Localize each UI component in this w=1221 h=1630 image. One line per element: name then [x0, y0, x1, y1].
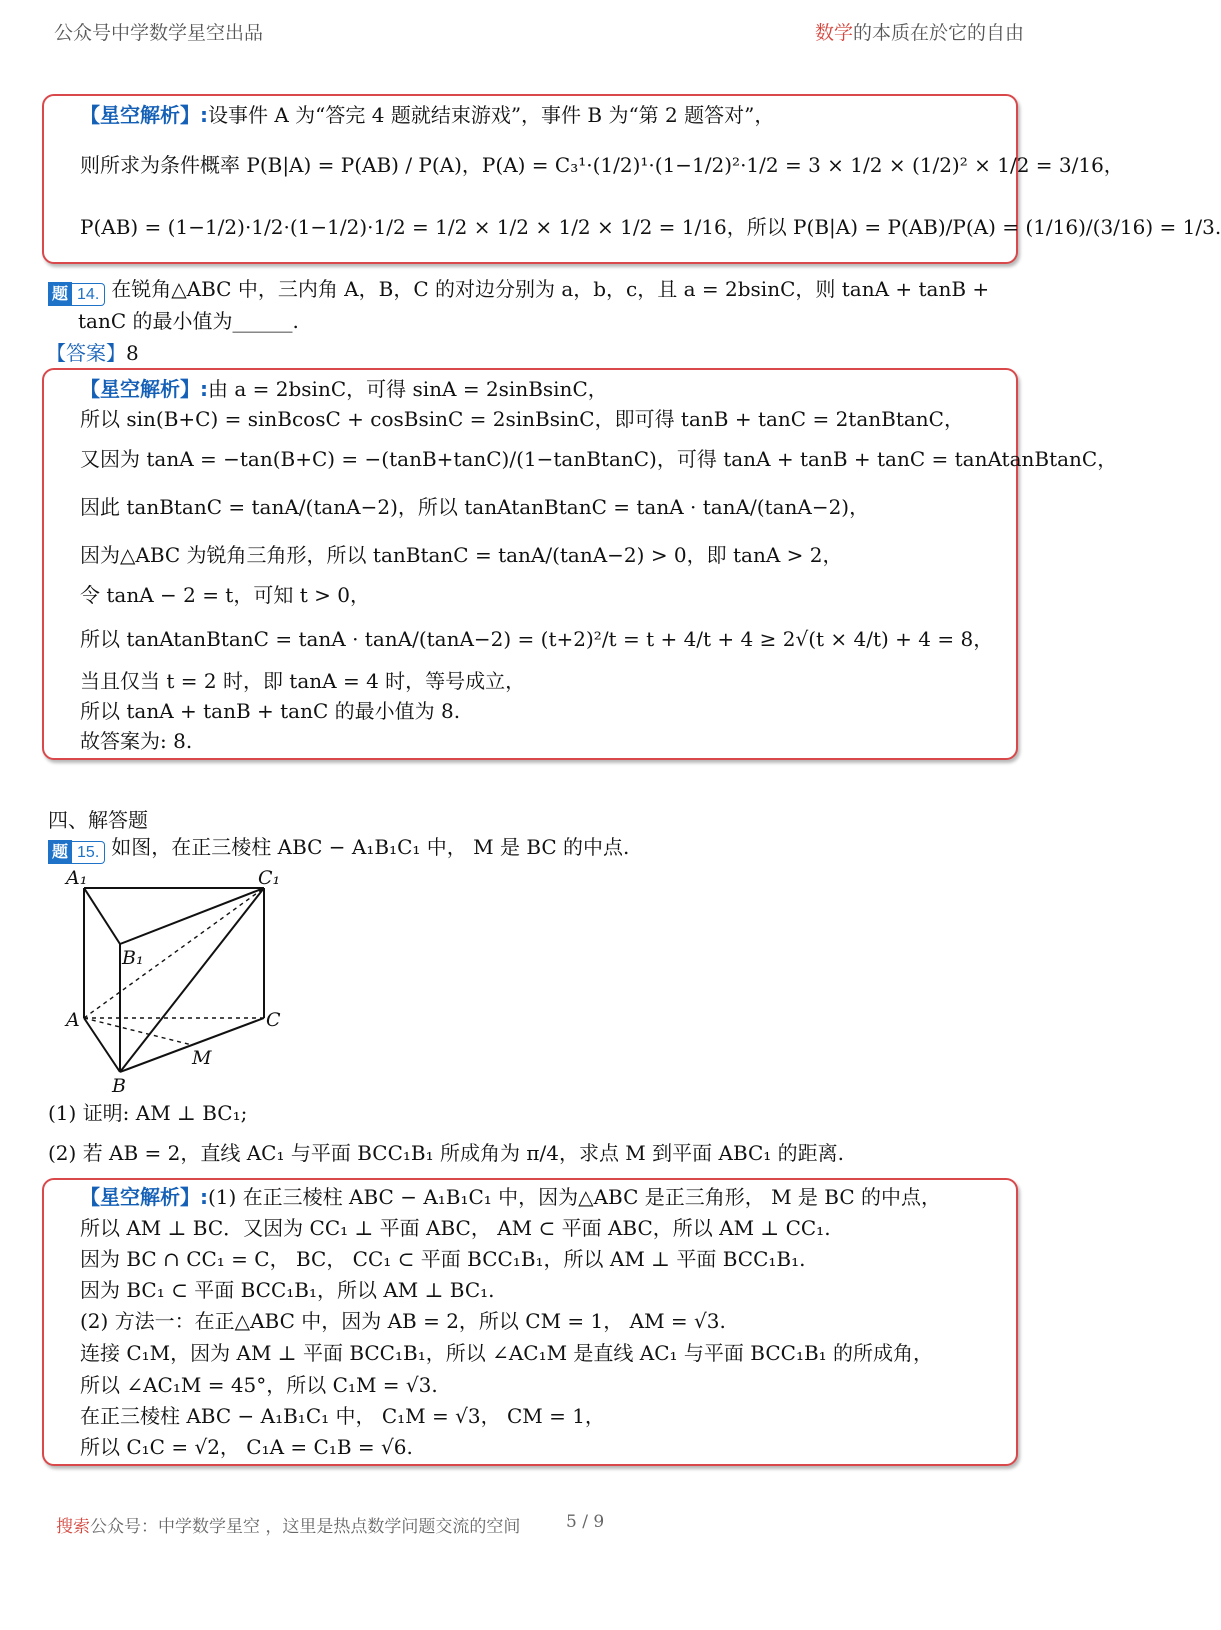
- solution-line: [80, 1372, 438, 1398]
- solution-line: [80, 214, 1221, 240]
- analysis-tag: 【星空解析】:: [80, 103, 208, 127]
- solution-line: [80, 626, 993, 652]
- line-text: 由 a = 2bsinC，可得 sinA = 2sinBsinC，: [208, 377, 608, 401]
- label-b: B: [112, 1075, 126, 1097]
- question-15-stem: [48, 834, 629, 864]
- line-text: 因为 BC₁ ⊂ 平面 BCC₁B₁，所以 AM ⊥ BC₁.: [80, 1278, 495, 1302]
- header-motto-rest: 的本质在於它的自由: [852, 22, 1024, 44]
- solution-line: [80, 1340, 933, 1366]
- line-text: 故答案为: 8.: [80, 729, 193, 753]
- label-a: A: [66, 1009, 80, 1031]
- label-b1: B₁: [122, 947, 144, 969]
- solution-line: [80, 406, 964, 432]
- solution-line: [80, 1277, 495, 1303]
- solution-line: [80, 446, 1117, 472]
- solution-box-14: [42, 368, 1118, 760]
- solution-line: [80, 582, 370, 608]
- section-heading: 四、解答题: [48, 808, 148, 832]
- line-text: P(AB) = (1−1/2)·1/2·(1−1/2)·1/2 = 1/2 × 1/2 × 1/2 × 1/2 = 1/16，所以 P(B|A) = P(AB)/P(A) = (1/16)/(3/16) = 1/3.: [80, 215, 1221, 239]
- line-text: 所以 sin(B+C) = sinBcosC + cosBsinC = 2sinBsinC，即可得 tanB + tanC = 2tanBtanC，: [80, 407, 964, 431]
- question-15-part2: (2) 若 AB = 2，直线 AC₁ 与平面 BCC₁B₁ 所成角为 π/4，求点 M 到平面 ABC₁ 的距离.: [48, 1141, 845, 1165]
- line-text: 又因为 tanA = −tan(B+C) = −(tanB+tanC)/(1−tanBtanC)，可得 tanA + tanB + tanC = tanAtanBtanC，: [80, 447, 1118, 471]
- line-text: 连接 C₁M，因为 AM ⊥ 平面 BCC₁B₁，所以 ∠AC₁M 是直线 AC₁ 与平面 BCC₁B₁ 的所成角，: [80, 1341, 934, 1365]
- line-text: 所以 C₁C = √2， C₁A = C₁B = √6.: [80, 1435, 413, 1459]
- question-text: 如图，在正三棱柱 ABC − A₁B₁C₁ 中， M 是 BC 的中点.: [111, 835, 630, 859]
- solution-line: [80, 668, 525, 694]
- solution-line: [80, 1434, 413, 1460]
- question-text: 在锐角△ABC 中，三内角 A，B，C 的对边分别为 a，b，c，且 a = 2bsinC，则 tanA + tanB +: [111, 277, 990, 301]
- solution-line: [80, 376, 608, 402]
- solution-line: [80, 1246, 805, 1272]
- solution-line: [80, 1184, 941, 1210]
- page-number: 5 / 9: [566, 1512, 605, 1532]
- line-text: 在正三棱柱 ABC − A₁B₁C₁ 中， C₁M = √3， CM = 1，: [80, 1404, 605, 1428]
- solution-box-13: [42, 94, 1221, 264]
- solution-line: [80, 494, 869, 520]
- edge-a1b1: [84, 888, 120, 944]
- question-14-line1: [48, 276, 989, 306]
- edge-ac1-hidden: [84, 888, 264, 1018]
- line-text: (1) 在正三棱柱 ABC − A₁B₁C₁ 中，因为△ABC 是正三角形， M 是 BC 的中点，: [208, 1185, 942, 1209]
- question-14-line2: tanC 的最小值为______.: [78, 309, 299, 333]
- solution-line: [80, 542, 843, 568]
- solution-line: [80, 698, 460, 724]
- line-text: 所以 tanA + tanB + tanC 的最小值为 8.: [80, 699, 461, 723]
- answer-value: 8: [126, 341, 139, 365]
- line-text: (2) 方法一：在正△ABC 中，因为 AB = 2，所以 CM = 1， AM = √3.: [80, 1309, 726, 1333]
- line-text: 因此 tanBtanC = tanA/(tanA−2)，所以 tanAtanBtanC = tanA · tanA/(tanA−2)，: [80, 495, 870, 519]
- solution-box-15: [42, 1178, 1018, 1466]
- solution-line: [80, 152, 1124, 178]
- label-c1: C₁: [258, 867, 281, 889]
- question-15-part1: (1) 证明: AM ⊥ BC₁;: [48, 1101, 248, 1125]
- header-source: 公众号中学数学星空出品: [54, 22, 264, 44]
- badge-number: 15.: [72, 841, 105, 864]
- header-motto-highlight: 数学: [814, 22, 853, 44]
- question-badge: [48, 840, 105, 864]
- label-c: C: [266, 1009, 281, 1031]
- header-motto: [815, 18, 1024, 45]
- badge-label: 题: [48, 840, 72, 864]
- edge-ab: [84, 1018, 120, 1072]
- footer-text: 公众号：中学数学星空 ，这里是热点数学问题交流的空间: [90, 1517, 521, 1537]
- question-badge: [48, 282, 105, 306]
- answer-tag: 【答案】: [46, 341, 126, 365]
- solution-line: [80, 1215, 831, 1241]
- line-text: 所以 tanAtanBtanC = tanA · tanA/(tanA−2) = (t+2)²/t = t + 4/t + 4 ≥ 2√(t × 4/t) + 4 = 8，: [80, 627, 994, 651]
- line-text: 所以 AM ⊥ BC．又因为 CC₁ ⊥ 平面 ABC， AM ⊂ 平面 ABC，所以 AM ⊥ CC₁.: [80, 1216, 831, 1240]
- line-text: 当且仅当 t = 2 时，即 tanA = 4 时，等号成立，: [80, 669, 526, 693]
- analysis-tag: 【星空解析】:: [80, 1185, 208, 1209]
- analysis-tag: 【星空解析】:: [80, 377, 208, 401]
- solution-line: [80, 728, 192, 754]
- badge-number: 14.: [72, 283, 105, 306]
- solution-line: [80, 1403, 605, 1429]
- prism-figure: [60, 867, 300, 1097]
- line-text: 设事件 A 为“答完 4 题就结束游戏”，事件 B 为“第 2 题答对”，: [208, 103, 775, 127]
- line-text: 则所求为条件概率 P(B|A) = P(AB) / P(A)，P(A) = C₃¹·(1/2)¹·(1−1/2)²·1/2 = 3 × 1/2 × (1/2)² × 1/2 = 3/16，: [80, 153, 1124, 177]
- label-m: M: [192, 1047, 212, 1069]
- line-text: 因为△ABC 为锐角三角形，所以 tanBtanC = tanA/(tanA−2) > 0，即 tanA > 2，: [80, 543, 843, 567]
- page-footer: [56, 1512, 605, 1537]
- label-a1: A₁: [66, 867, 88, 889]
- line-text: 所以 ∠AC₁M = 45°，所以 C₁M = √3.: [80, 1373, 438, 1397]
- badge-label: 题: [48, 282, 72, 306]
- solution-line: [80, 1308, 726, 1334]
- line-text: 令 tanA − 2 = t，可知 t > 0，: [80, 583, 370, 607]
- page-header: [54, 18, 1024, 48]
- answer-line: [46, 340, 139, 366]
- solution-line: [80, 102, 774, 128]
- footer-search-word: 搜索: [56, 1517, 90, 1537]
- line-text: 因为 BC ∩ CC₁ = C， BC， CC₁ ⊂ 平面 BCC₁B₁，所以 AM ⊥ 平面 BCC₁B₁.: [80, 1247, 806, 1271]
